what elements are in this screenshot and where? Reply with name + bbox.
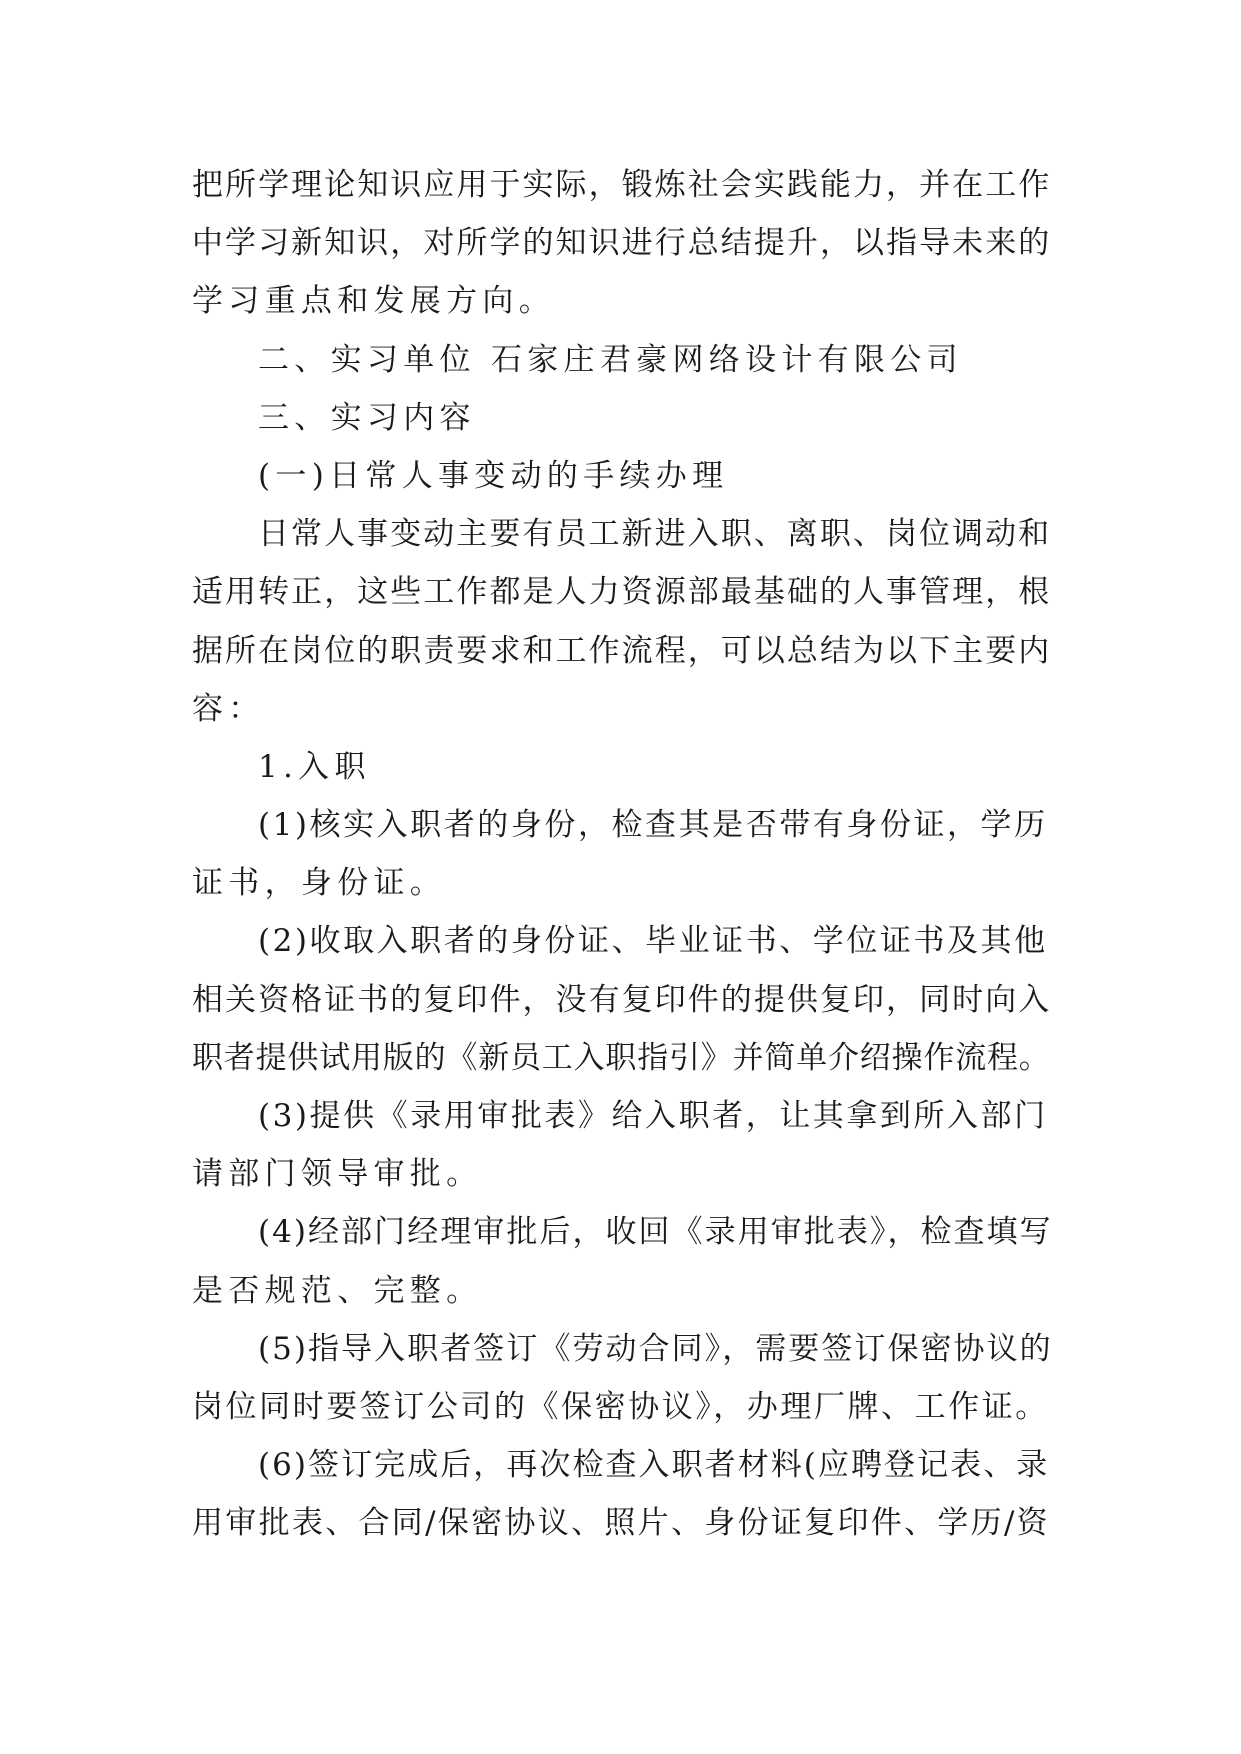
text-line: 请部门领导审批。 — [192, 1156, 483, 1193]
list-item: (4)经部门经理审批后，收回《录用审批表》，检查填写 — [258, 1214, 1053, 1251]
text-line: 学习重点和发展方向。 — [192, 283, 555, 320]
text-line: 容： — [192, 690, 265, 727]
text-line: 证书，身份证。 — [192, 865, 447, 902]
text-line: 中学习新知识，对所学的知识进行总结提升，以指导未来的 — [192, 225, 1052, 262]
document-body — [192, 156, 1052, 1553]
list-item: (2)收取入职者的身份证、毕业证书、学位证书及其他 — [258, 923, 1048, 960]
text-line: 据所在岗位的职责要求和工作流程，可以总结为以下主要内 — [192, 632, 1052, 669]
text-line: 日常人事变动主要有员工新进入职、离职、岗位调动和 — [258, 516, 1052, 553]
list-item: (5)指导入职者签订《劳动合同》，需要签订保密协议的 — [258, 1330, 1053, 1367]
section-heading-internship-unit: 二、实习单位 石家庄君豪网络设计有限公司 — [258, 341, 963, 378]
text-line: 适用转正，这些工作都是人力资源部最基础的人事管理，根 — [192, 574, 1052, 611]
text-line: 是否规范、完整。 — [192, 1272, 483, 1309]
list-item: (3)提供《录用审批表》给入职者，让其拿到所入部门 — [258, 1098, 1048, 1134]
text-line: 岗位同时要签订公司的《保密协议》，办理厂牌、工作证。 — [192, 1388, 1049, 1425]
text-line: 把所学理论知识应用于实际，锻炼社会实践能力，并在工作 — [192, 167, 1052, 203]
text-line: 职者提供试用版的《新员工入职指引》并简单介绍操作流程。 — [192, 1039, 1051, 1076]
list-item: (1)核实入职者的身份，检查其是否带有身份证，学历 — [258, 807, 1048, 844]
text-line: 相关资格证书的复印件，没有复印件的提供复印，同时向入 — [192, 981, 1052, 1018]
text-line: 用审批表、合同/保密协议、照片、身份证复印件、学历/资 — [192, 1505, 1050, 1542]
item-heading-onboarding: 1.入职 — [258, 748, 371, 785]
subsection-heading: (一)日常人事变动的手续办理 — [258, 457, 729, 494]
list-item: (6)签订完成后，再次检查入职者材料(应聘登记表、录 — [258, 1447, 1050, 1484]
section-heading-internship-content: 三、实习内容 — [258, 399, 476, 436]
